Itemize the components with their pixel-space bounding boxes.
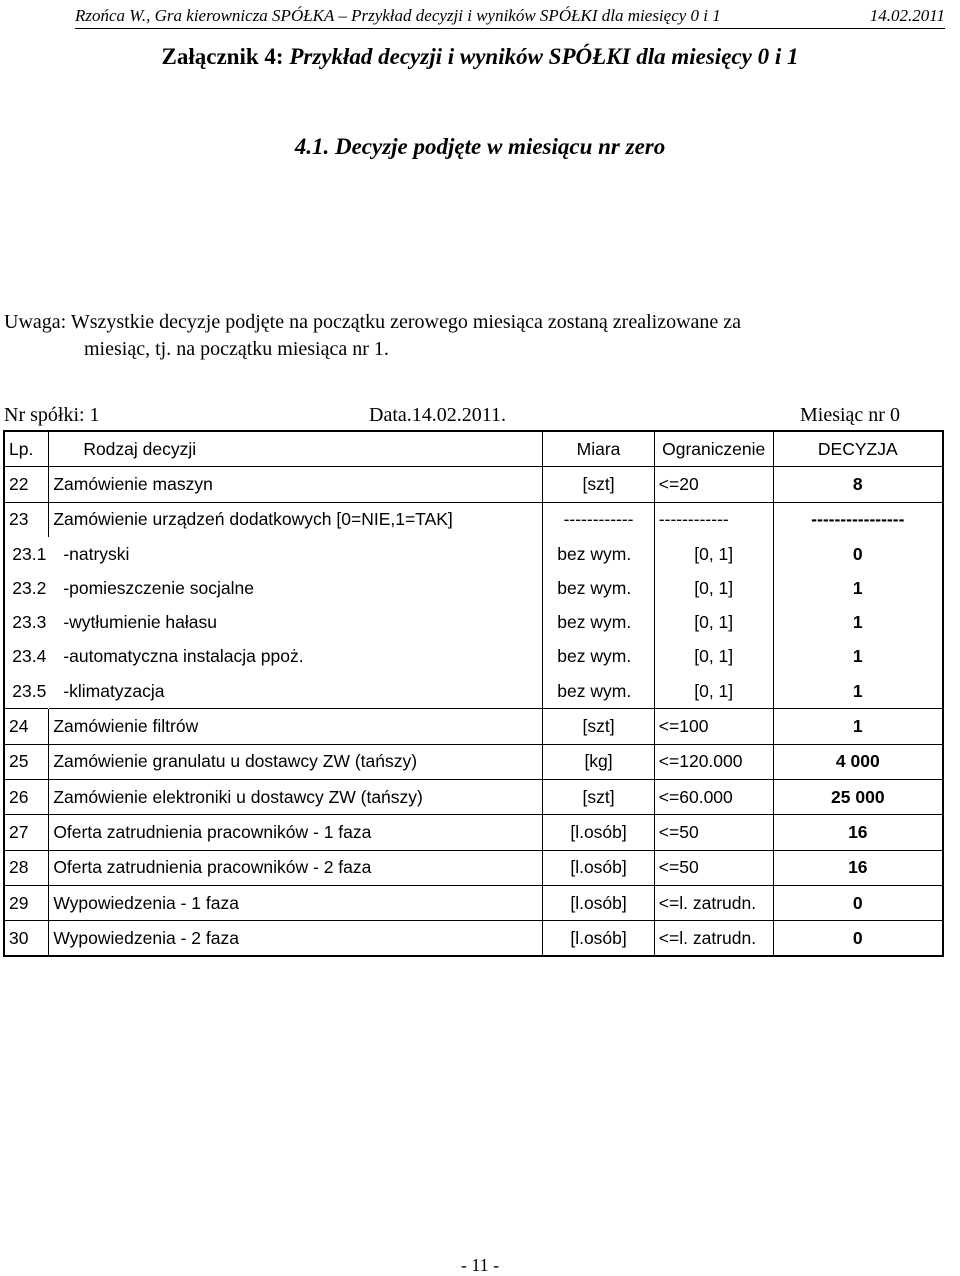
row-decision-type: Wypowiedzenia - 1 faza <box>49 885 543 920</box>
row-limit: <=100 <box>654 709 773 744</box>
table-row <box>4 502 943 537</box>
row-limit: <=50 <box>654 815 773 850</box>
date-label: Data.14.02.2011. <box>369 404 507 426</box>
table-row <box>4 815 943 850</box>
note <box>4 309 950 363</box>
row-limit: [0, 1] <box>654 640 773 674</box>
row-decision-type: -automatyczna instalacja ppoż. <box>49 640 543 674</box>
meta-line <box>4 404 924 430</box>
row-decision-type: -klimatyzacja <box>49 674 543 709</box>
row-lp: 26 <box>4 779 49 814</box>
row-limit: [0, 1] <box>654 537 773 571</box>
table-row <box>4 744 943 779</box>
row-lp: 23.4 <box>12 646 47 667</box>
row-decision-value: 8 <box>773 467 943 502</box>
col-header-decision: DECYZJA <box>817 438 898 459</box>
row-measure: [l.osób] <box>543 921 655 957</box>
row-decision-value: 16 <box>773 815 943 850</box>
row-measure: [szt] <box>543 467 655 502</box>
row-measure: [l.osób] <box>543 850 655 885</box>
row-lp: 27 <box>4 815 49 850</box>
row-decision-type: -wytłumienie hałasu <box>49 605 543 639</box>
row-decision-value: 0 <box>773 921 943 957</box>
row-decision-value: 1 <box>852 612 863 633</box>
table-row <box>4 605 943 639</box>
row-decision-value: 1 <box>773 709 943 744</box>
row-measure: bez wym. <box>543 571 655 605</box>
row-measure: [kg] <box>543 744 655 779</box>
row-decision-value: 1 <box>852 680 863 701</box>
row-limit: <=l. zatrudn. <box>654 921 773 957</box>
row-lp: 30 <box>4 921 49 957</box>
header-left-text: Rzońca W., Gra kierownicza SPÓŁKA – Przykład decyzji i wyników SPÓŁKI dla miesięcy 0 i 1 <box>75 6 721 25</box>
row-decision-type: Zamówienie granulatu u dostawcy ZW (tańszy) <box>49 744 543 779</box>
col-header-lp: Lp. <box>4 431 49 467</box>
row-lp: 23.3 <box>12 612 47 633</box>
row-decision-type: -pomieszczenie socjalne <box>49 571 543 605</box>
row-decision-value: 0 <box>773 885 943 920</box>
col-header-measure: Miara <box>543 431 655 467</box>
header-date: 14.02.2011 <box>869 6 945 25</box>
row-lp: 23 <box>4 502 49 537</box>
row-limit: [0, 1] <box>654 571 773 605</box>
table-row <box>4 709 943 744</box>
table-row <box>4 885 943 920</box>
annex-title <box>0 44 960 70</box>
row-limit: <=120.000 <box>654 744 773 779</box>
page-number: - 11 - <box>460 1255 500 1275</box>
row-decision-value: ---------------- <box>773 502 943 537</box>
row-decision-value: 1 <box>852 646 863 667</box>
row-lp: 23.2 <box>12 577 47 598</box>
row-decision-value: 25 000 <box>773 779 943 814</box>
row-decision-type: Zamówienie filtrów <box>49 709 543 744</box>
note-line-1: Uwaga: Wszystkie decyzje podjęte na początku zerowego miesiąca zostaną zrealizowane za <box>4 311 742 333</box>
row-decision-type: -natryski <box>49 537 543 571</box>
annex-title-prefix: Załącznik 4: <box>161 44 290 69</box>
company-number: Nr spółki: 1 <box>4 404 100 426</box>
row-decision-value: 0 <box>852 543 863 564</box>
table-row <box>4 467 943 502</box>
row-decision-value: 1 <box>852 577 863 598</box>
running-header <box>75 4 945 29</box>
row-limit: <=50 <box>654 850 773 885</box>
row-decision-type: Wypowiedzenia - 2 faza <box>49 921 543 957</box>
row-limit: ------------ <box>654 502 773 537</box>
row-lp: 22 <box>4 467 49 502</box>
row-decision-value: 4 000 <box>773 744 943 779</box>
row-decision-type: Zamówienie elektroniki u dostawcy ZW (tańszy) <box>49 779 543 814</box>
table-row <box>4 537 943 571</box>
table-row <box>4 640 943 674</box>
decisions-table <box>3 430 944 957</box>
row-decision-type: Oferta zatrudnienia pracowników - 1 faza <box>49 815 543 850</box>
row-measure: [szt] <box>543 779 655 814</box>
col-header-limit: Ograniczenie <box>654 431 773 467</box>
table-row <box>4 779 943 814</box>
row-decision-type: Zamówienie urządzeń dodatkowych [0=NIE,1=TAK] <box>49 502 543 537</box>
table-row <box>4 571 943 605</box>
row-measure: [szt] <box>543 709 655 744</box>
row-limit: [0, 1] <box>654 674 773 709</box>
row-measure: bez wym. <box>543 537 655 571</box>
row-limit: [0, 1] <box>654 605 773 639</box>
section-title: 4.1. Decyzje podjęte w miesiącu nr zero <box>294 134 666 159</box>
row-measure: bez wym. <box>543 674 655 709</box>
row-lp: 25 <box>4 744 49 779</box>
table-row <box>4 674 943 709</box>
annex-title-italic: Przykład decyzji i wyników SPÓŁKI dla miesięcy 0 i 1 <box>289 44 799 69</box>
row-measure: bez wym. <box>543 605 655 639</box>
col-header-decision-type: Rodzaj decyzji <box>49 431 543 467</box>
row-measure: [l.osób] <box>543 885 655 920</box>
row-lp: 24 <box>4 709 49 744</box>
row-measure: bez wym. <box>543 640 655 674</box>
note-line-2: miesiąc, tj. na początku miesiąca nr 1. <box>84 338 389 360</box>
row-decision-value: 16 <box>773 850 943 885</box>
table-header-row <box>4 431 943 467</box>
row-lp: 23.5 <box>12 680 47 701</box>
table-row <box>4 850 943 885</box>
row-lp: 28 <box>4 850 49 885</box>
row-limit: <=l. zatrudn. <box>654 885 773 920</box>
row-limit: <=20 <box>654 467 773 502</box>
table-row <box>4 921 943 957</box>
row-decision-type: Zamówienie maszyn <box>49 467 543 502</box>
row-lp: 29 <box>4 885 49 920</box>
row-measure: ------------ <box>543 502 655 537</box>
row-limit: <=60.000 <box>654 779 773 814</box>
row-lp: 23.1 <box>12 543 47 564</box>
row-measure: [l.osób] <box>543 815 655 850</box>
month-label: Miesiąc nr 0 <box>800 404 900 426</box>
row-decision-type: Oferta zatrudnienia pracowników - 2 faza <box>49 850 543 885</box>
